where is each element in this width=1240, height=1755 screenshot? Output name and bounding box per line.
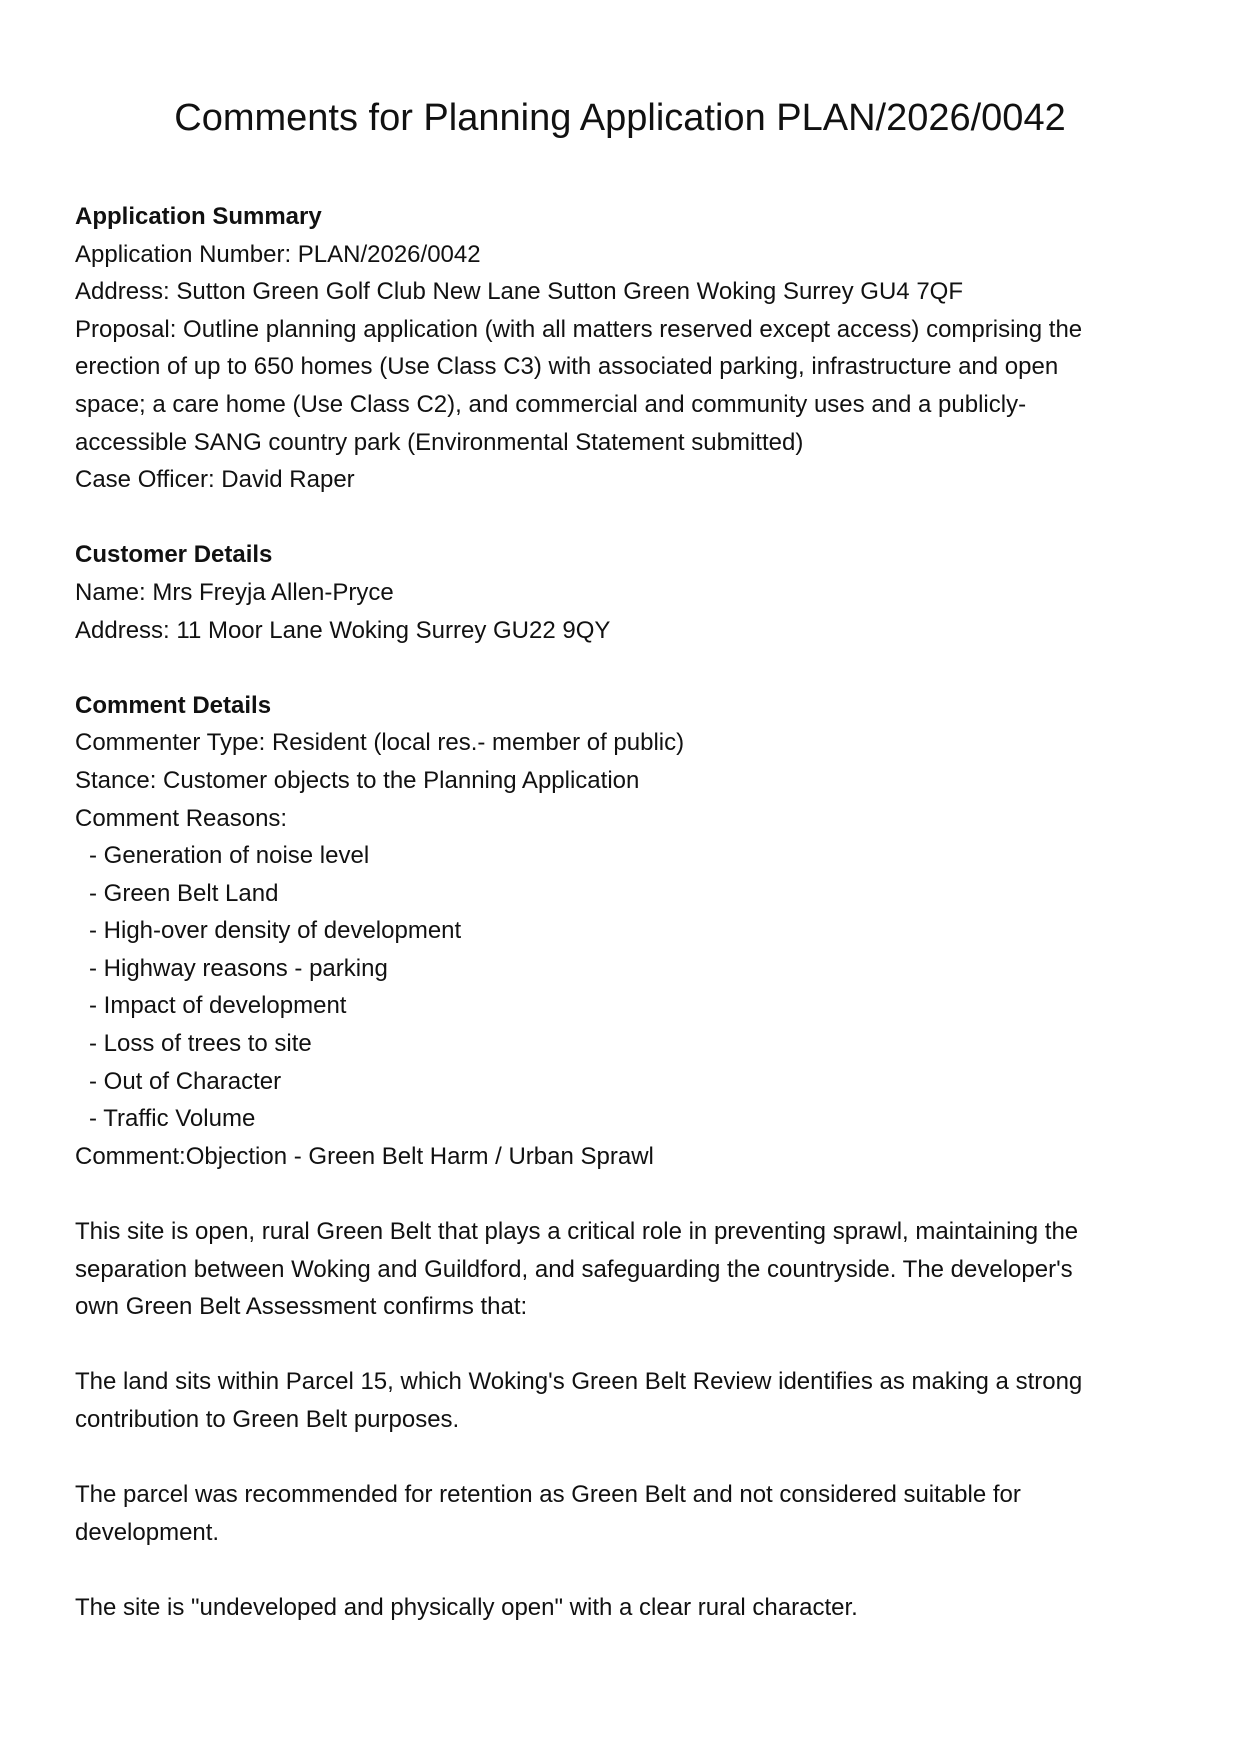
body-paragraph (75, 1363, 1135, 1438)
page-title: Comments for Planning Application PLAN/2026/0042 (174, 97, 1066, 139)
body-paragraph (75, 1476, 1135, 1551)
comment-reasons-list (75, 837, 1135, 1138)
paragraph-line: contribution to Green Belt purposes. (75, 1406, 460, 1433)
list-item: - Green Belt Land (89, 879, 279, 907)
paragraph-spacer (75, 1326, 1135, 1364)
comment-body (75, 1213, 1135, 1627)
paragraph-spacer (75, 1439, 1135, 1477)
paragraph-line: development. (75, 1518, 220, 1546)
comment-details-section (75, 687, 1135, 1176)
list-item: - Highway reasons - parking (89, 954, 388, 982)
proposal-line: space; a care home (Use Class C2), and commercial and community uses and a publicly- (75, 390, 1027, 418)
paragraph-line: The site is "undeveloped and physically open" with a clear rural character. (75, 1593, 858, 1621)
proposal-line: Proposal: Outline planning application (with all matters reserved except access) comprising the (75, 315, 1083, 343)
case-officer: Case Officer: David Raper (75, 466, 355, 494)
section-spacer (75, 499, 1135, 537)
list-item: - High-over density of development (89, 917, 462, 945)
section-spacer (75, 1175, 1135, 1213)
comment-title: Comment:Objection - Green Belt Harm / Urban Sprawl (75, 1142, 654, 1170)
paragraph-line: This site is open, rural Green Belt that plays a critical role in preventing sprawl, maintaining the (75, 1218, 1079, 1246)
list-item: - Traffic Volume (89, 1105, 256, 1133)
proposal-line: accessible SANG country park (Environmental Statement submitted) (75, 428, 804, 456)
comment-reasons-label: Comment Reasons: (75, 804, 288, 832)
application-address: Address: Sutton Green Golf Club New Lane Sutton Green Woking Surrey GU4 7QF (75, 278, 963, 306)
application-summary-section (75, 198, 1135, 499)
list-item: - Loss of trees to site (89, 1030, 312, 1058)
application-number: Application Number: PLAN/2026/0042 (75, 240, 481, 268)
list-item: - Generation of noise level (89, 842, 370, 870)
body-paragraph (75, 1213, 1135, 1326)
paragraph-spacer (75, 1551, 1135, 1589)
paragraph-line: The parcel was recommended for retention as Green Belt and not considered suitable for (75, 1481, 1021, 1509)
proposal-line: erection of up to 650 homes (Use Class C3) with associated parking, infrastructure and open (75, 353, 1059, 381)
body-paragraph (75, 1589, 1135, 1627)
customer-name: Name: Mrs Freyja Allen-Pryce (75, 578, 394, 606)
customer-details-section (75, 536, 1135, 649)
paragraph-line: The land sits within Parcel 15, which Woking's Green Belt Review identifies as making a strong (75, 1368, 1083, 1396)
section-spacer (75, 649, 1135, 687)
application-summary-heading: Application Summary (75, 203, 322, 230)
stance: Stance: Customer objects to the Planning Application (75, 766, 640, 794)
customer-address: Address: 11 Moor Lane Woking Surrey GU22 9QY (75, 616, 611, 644)
document-content (75, 198, 1135, 1627)
customer-details-heading: Customer Details (75, 541, 273, 569)
list-item: - Impact of development (89, 992, 347, 1020)
comment-details-heading: Comment Details (75, 691, 272, 719)
paragraph-line: own Green Belt Assessment confirms that: (75, 1293, 528, 1321)
paragraph-line: separation between Woking and Guildford, and safeguarding the countryside. The developer's (75, 1255, 1073, 1283)
commenter-type: Commenter Type: Resident (local res.- member of public) (75, 729, 685, 757)
list-item: - Out of Character (89, 1067, 282, 1095)
